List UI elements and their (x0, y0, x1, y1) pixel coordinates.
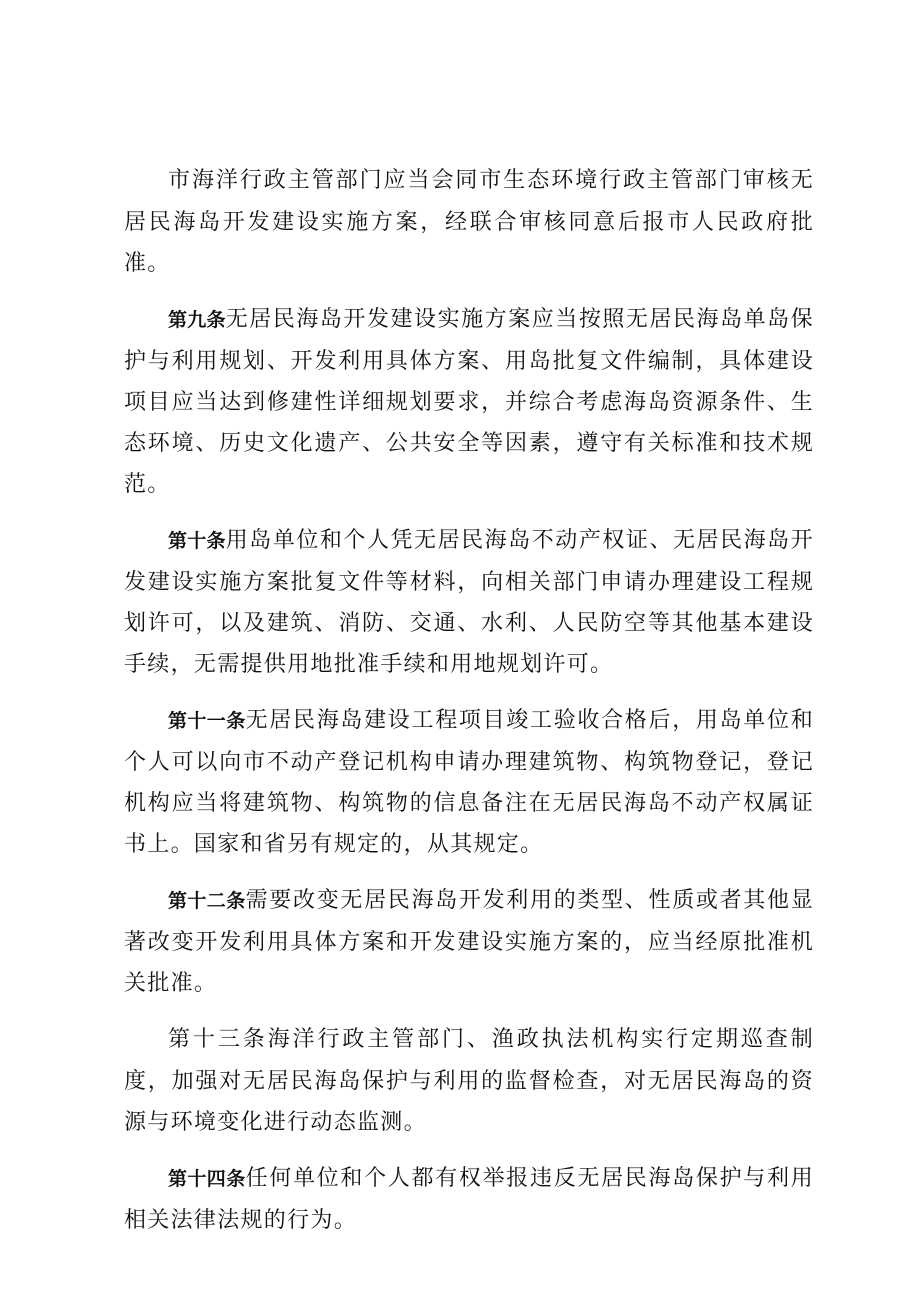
article-heading: 第十一条 (168, 710, 246, 732)
paragraph-text: 无居民海岛建设工程项目竣工验收合格后，用岛单位和个人可以向市不动产登记机构申请办理建筑物、构筑物登记，登记机构应当将建筑物、构筑物的信息备注在无居民海岛不动产权属证书上。国家和省另有规定的，从其规定。 (124, 708, 814, 857)
paragraph-review (124, 160, 814, 284)
paragraph-article-9 (124, 299, 814, 505)
paragraph-text: 任何单位和个人都有权举报违反无居民海岛保护与利用相关法律法规的行为。 (124, 1166, 814, 1233)
article-heading: 第十条 (168, 530, 226, 552)
document-body (124, 160, 814, 1256)
paragraph-text: 无居民海岛开发建设实施方案应当按照无居民海岛单岛保护与利用规划、开发利用具体方案、用岛批复文件编制，具体建设项目应当达到修建性详细规划要求，并综合考虑海岛资源条件、生态环境、历史文化遗产、公共安全等因素，遵守有关标准和技术规范。 (124, 307, 814, 497)
paragraph-article-14 (124, 1158, 814, 1241)
paragraph-article-12 (124, 880, 814, 1004)
paragraph-article-11 (124, 700, 814, 865)
paragraph-text: 用岛单位和个人凭无居民海岛不动产权证、无居民海岛开发建设实施方案批复文件等材料，向相关部门申请办理建设工程规划许可，以及建筑、消防、交通、水利、人民防空等其他基本建设手续，无需提供用地批准手续和用地规划许可。 (124, 528, 814, 677)
article-heading: 第九条 (168, 309, 226, 331)
paragraph-article-10 (124, 520, 814, 685)
paragraph-text: 需要改变无居民海岛开发利用的类型、性质或者其他显著改变开发利用具体方案和开发建设实施方案的，应当经原批准机关批准。 (124, 888, 814, 996)
paragraph-article-13 (124, 1019, 814, 1143)
article-heading: 第十四条 (168, 1168, 246, 1190)
article-heading: 第十二条 (168, 890, 246, 912)
paragraph-text: 市海洋行政主管部门应当会同市生态环境行政主管部门审核无居民海岛开发建设实施方案，经联合审核同意后报市人民政府批准。 (124, 168, 814, 276)
paragraph-text: 第十三条海洋行政主管部门、渔政执法机构实行定期巡查制度，加强对无居民海岛保护与利用的监督检查，对无居民海岛的资源与环境变化进行动态监测。 (124, 1027, 814, 1135)
